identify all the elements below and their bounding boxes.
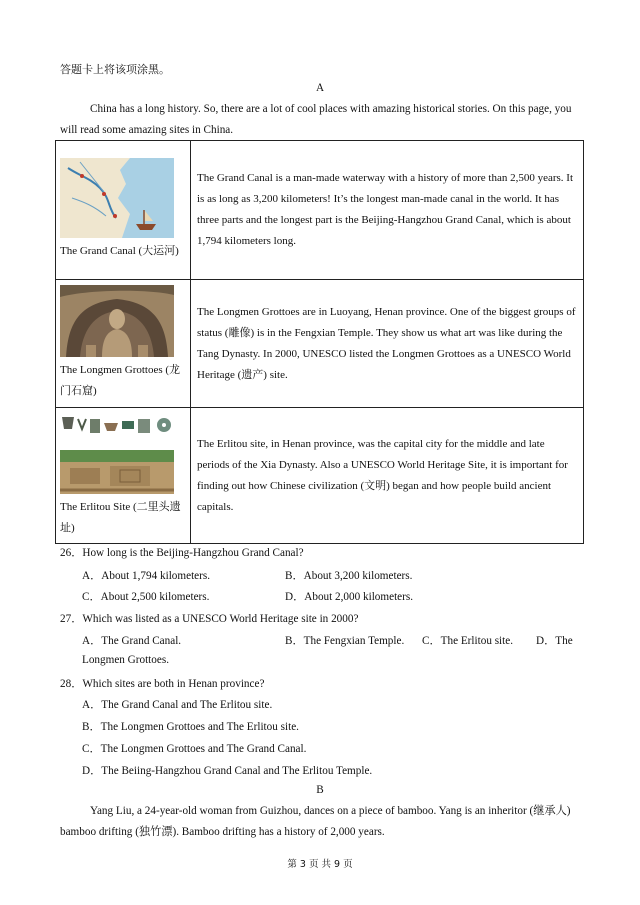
question-28-option-c[interactable]: C．The Longmen Grottoes and The Grand Canal.: [82, 743, 307, 755]
question-26-option-a[interactable]: A．About 1,794 kilometers.: [82, 570, 211, 582]
section-a-heading: A: [315, 82, 325, 94]
erlitou-cell: [56, 408, 191, 544]
longmen-grottoes-image: [60, 285, 174, 357]
question-27-option-d[interactable]: D．The: [536, 635, 573, 647]
sites-table: [55, 140, 584, 544]
longmen-caption: The Longmen Grottoes (龙门石窟): [60, 364, 181, 397]
longmen-text: The Longmen Grottoes are in Luoyang, Henan province. One of the biggest groups of status (雕像) is in the Fengxian Temple. They show us what art was like during the Tang Dynasty. In 2000, UNESCO listed the Longmen Grottoes as a UNESCO World Heritage (遗产) site.: [191, 280, 584, 408]
erlitou-text: The Erlitou site, in Henan province, was the capital city for the middle and late periods of the Xia Dynasty. Also a UNESCO World Heritage Site, it is important for finding out how Chinese civilization (文明) began and how people build ancient capitals.: [191, 408, 584, 544]
page-footer: 第 3 页 共 9 页: [287, 859, 353, 870]
question-28-option-a[interactable]: A．The Grand Canal and The Erlitou site.: [82, 699, 273, 711]
table-row: [56, 408, 584, 544]
grand-canal-map-image: [60, 158, 174, 238]
question-28-option-d[interactable]: D．The Beiing-Hangzhou Grand Canal and The Erlitou Temple.: [82, 765, 373, 777]
table-row: [56, 280, 584, 408]
question-27-option-a[interactable]: A．The Grand Canal.: [82, 635, 182, 647]
erlitou-caption: The Erlitou Site (二里头遗址): [60, 500, 181, 534]
erlitou-artifacts-image: [60, 413, 174, 447]
question-26-option-c[interactable]: C．About 2,500 kilometers.: [82, 591, 210, 603]
grand-canal-text: The Grand Canal is a man-made waterway with a history of more than 2,500 years. It is as long as 3,200 kilometers! It’s the longest man-made canal in the world. It has three parts and the longest part is the Beijing-Hangzhou Grand Canal, which is about 1,794 kilometers long.: [191, 141, 584, 280]
instruction-line: 答题卡上将该项涂黑。: [60, 63, 170, 76]
question-26-stem: 26．How long is the Beijing-Hangzhou Grand Canal?: [60, 547, 304, 559]
question-26-option-d[interactable]: D．About 2,000 kilometers.: [285, 591, 414, 603]
question-26-option-b[interactable]: B．About 3,200 kilometers.: [285, 570, 413, 582]
question-27-option-d-continued[interactable]: Longmen Grottoes.: [82, 654, 169, 666]
longmen-cell: [56, 280, 191, 408]
question-28-stem: 28．Which sites are both in Henan province?: [60, 678, 265, 690]
section-b-intro: Yang Liu, a 24-year-old woman from Guizhou, dances on a piece of bamboo. Yang is an inheritor (继承人) bamboo drifting (独竹漂). Bamboo drifting has a history of 2,000 years.: [60, 805, 571, 838]
section-a-intro: China has a long history. So, there are a lot of cool places with amazing historical stories. On this page, you will read some amazing sites in China.: [60, 103, 572, 136]
question-27-stem: 27．Which was listed as a UNESCO World Heritage site in 2000?: [60, 613, 359, 625]
question-28-option-b[interactable]: B．The Longmen Grottoes and The Erlitou site.: [82, 721, 299, 733]
question-27-option-b[interactable]: B．The Fengxian Temple.: [285, 635, 405, 647]
erlitou-site-image: [60, 450, 174, 494]
section-b-heading: B: [316, 784, 324, 796]
grand-canal-cell: [56, 141, 191, 280]
question-27-option-c[interactable]: C．The Erlitou site.: [422, 635, 514, 647]
table-row: [56, 141, 584, 280]
grand-canal-caption: The Grand Canal (大运河): [60, 245, 179, 257]
